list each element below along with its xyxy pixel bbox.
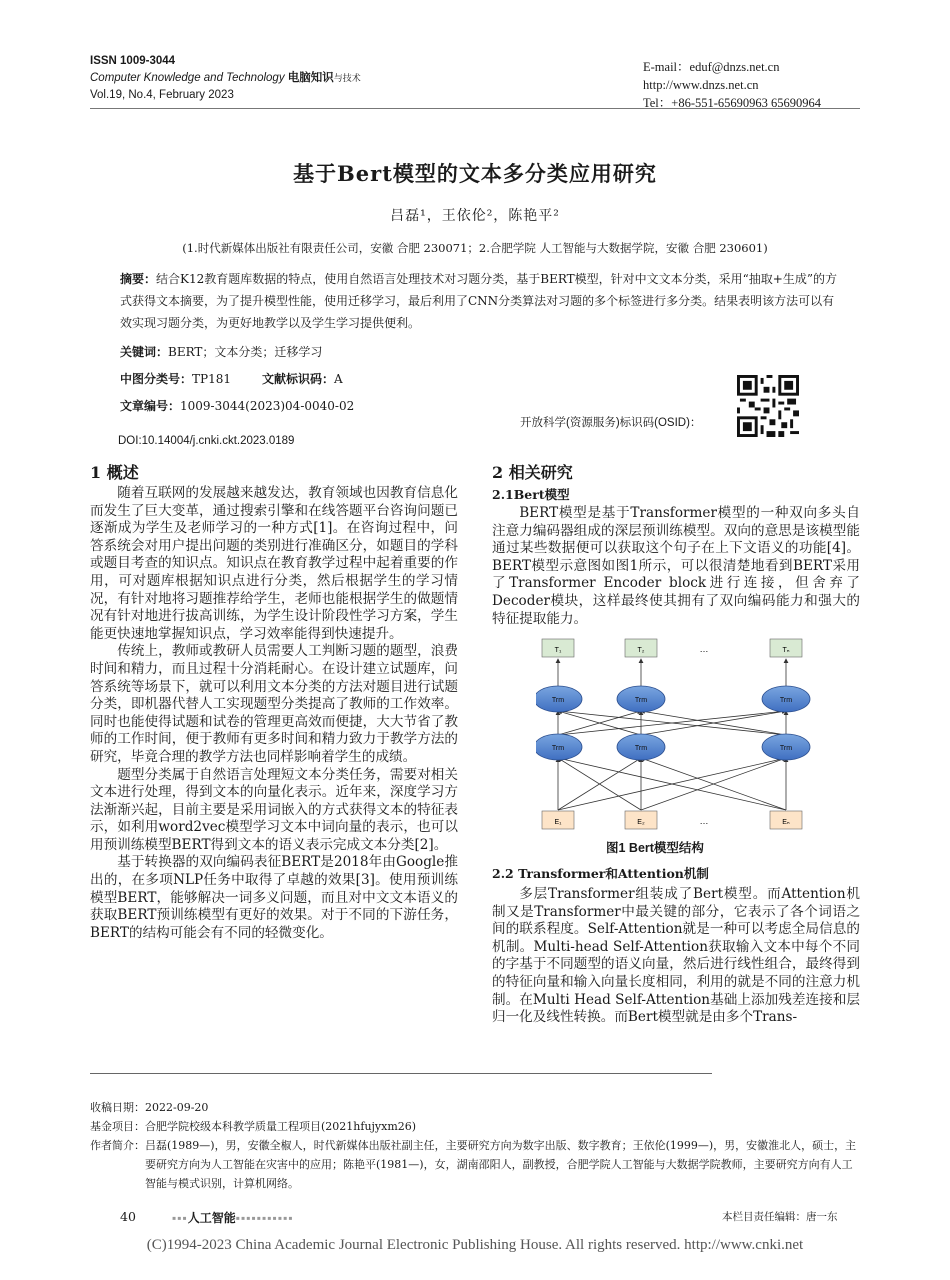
paragraph: 随着互联网的发展越来越发达，教育领域也因教育信息化而发生了巨大变革，通过搜索引擎和在线答题平台咨询问题已逐渐成为学生及老师学习的一种方式[1]。在咨询过程中，问答系统会对用户提出问题的类别进行准确区分，如题目的学科或题目考查的知识点。知识点在教育教学过程中起着重要的作用，可对题库根据知识点进行分类，然后根据学生的学习情况，有针对地将习题推荐给学生，老师也能根据学生的做题情况有针对地进行拔高训练，为学生设计阶段性学习方案，学生能更快速地掌握知识点，学习效率能得到快速提升。	[90, 485, 458, 642]
classification-number: 中图分类号：TP181	[120, 372, 231, 386]
column-editor: 本栏目责任编辑：唐一东	[722, 1211, 838, 1223]
section-2-heading: 2 相关研究	[492, 463, 573, 482]
telephone: Tel：+86-551-65690963 65690964	[643, 96, 822, 110]
ellipsis: …	[699, 816, 709, 826]
volume-info: Vol.19, No.4, February 2023	[90, 89, 234, 101]
input-token: E₂	[637, 819, 645, 826]
trm-node: Trm	[779, 697, 793, 704]
paragraph: 传统上，教师或教研人员需要人工判断习题的题型，浪费时间和精力，而且过程十分消耗耐心。在设计建立试题库，问答系统等场景下，就可以利用文本分类的方法对题目进行试题分类，即机器代替人工实现题型分类提高了教师的工作效率。同时也能使得试题和试卷的管理更高效而便捷，大大节省了教师的工作时间，便于教师有更多时间和精力致力于教学方法的研究，毕竟合理的教学方法也同样影响着学生的成绩。	[90, 643, 458, 765]
abstract-text: 结合K12教育题库数据的特点，使用自然语言处理技术对习题分类，基于BERT模型，针对中文文本分类，采用“抽取+生成”的方式获得文本摘要，为了提升模型性能，使用迁移学习，最后利用了CNN分类算法对习题的多个标签进行多分类。结果表明该方法可以有效实现习题分类，为更好地教学以及学生学习提供便利。	[120, 272, 837, 330]
qr-code-icon[interactable]	[737, 375, 799, 437]
trm-node: Trm	[551, 745, 565, 752]
section-1-heading: 1 概述	[90, 463, 139, 482]
column-name: ▪▪▪人工智能▪▪▪▪▪▪▪▪▪▪▪	[172, 1211, 294, 1225]
journal-name: Computer Knowledge and Technology 电脑知识与技术	[90, 72, 361, 84]
article-number: 文章编号：1009-3044(2023)04-0040-02	[120, 399, 355, 413]
affiliation: (1.时代新媒体出版社有限责任公司，安徽 合肥 230071；2.合肥学院 人工智能与大数据学院，安徽 合肥 230601)	[182, 241, 768, 255]
website: http://www.dnzs.net.cn	[643, 78, 759, 92]
section-1-body	[90, 485, 458, 942]
output-token-row	[542, 639, 802, 657]
trm-node: Trm	[779, 745, 793, 752]
paragraph: 多层Transformer组装成了Bert模型。而Attention机制又是Transformer中最关键的部分，它表示了各个词语之间的联系程度。Self-Attention就是一种可以考虑全局信息的机制。Multi-head Self-Attention获取输入文本中每个不同的字基于不同题型的语义向量，然后进行线性组合，最终得到的特征向量和输入向量长度相同，利用的就是不同的注意力机制。在Multi Head Self-Attention基础上添加残差连接和层归一化及线性转换。而Bert模型就是由多个Trans-	[492, 886, 860, 1026]
authors: 吕磊¹，王依伦²，陈艳平²	[390, 208, 560, 224]
trm-node: Trm	[634, 745, 648, 752]
figure-caption: 图1 Bert模型结构	[606, 841, 704, 855]
output-token: T₁	[554, 647, 562, 654]
journal-contact	[643, 58, 821, 112]
footnotes	[90, 1098, 860, 1193]
paragraph: 题型分类属于自然语言处理短文本分类任务，需要对相关文本进行处理，得到文本的向量化表示。近年来，深度学习方法渐渐兴起，目前主要是采用词嵌入的方式获得文本的特征表示，如利用word2vec模型学习文本中词向量的表示，也可以用预训练模型BERT得到文本的语义表示完成文本分类[2]。	[90, 766, 458, 853]
footnote-rule	[90, 1073, 712, 1074]
paragraph: 基于转换器的双向编码表征BERT是2018年由Google推出的，在多项NLP任务中取得了卓越的效果[3]。使用预训练模型BERT，能够解决一词多义问题，而且对中文文本语义的获取BERT预训练模型有更好的效果。对于不同的下游任务，BERT的结构可能会有不同的轻微变化。	[90, 854, 458, 941]
abstract	[120, 268, 840, 334]
fund-info: 基金项目：合肥学院校级本科教学质量工程项目(2021hfujyxm26)	[90, 1120, 417, 1133]
subsection-2-2-heading: 2.2 Transformer和Attention机制	[492, 866, 709, 881]
input-token: E₁	[554, 819, 562, 826]
subsection-2-2-body	[492, 886, 860, 1027]
journal-header	[90, 53, 361, 104]
output-token: T₂	[637, 647, 645, 654]
subsection-2-1-body	[492, 505, 860, 628]
paragraph: BERT模型是基于Transformer模型的一种双向多头自注意力编码器组成的深层预训练模型。双向的意思是该模型能通过某些数据便可以获取这个句子在上下文语义的功能[4]。BERT模型示意图如图1所示，可以很清楚地看到BERT采用了Transformer Encoder block进行连接，但舍弃了Decoder模块，这样最终使其拥有了双向编码能力和强大的特征提取能力。	[492, 505, 860, 627]
copyright-notice: (C)1994-2023 China Academic Journal Electronic Publishing House. All rights reserved. http://www.cnki.net	[146, 1237, 804, 1253]
paper-title: 基于Bert模型的文本多分类应用研究	[293, 161, 657, 186]
input-token: Eₙ	[782, 819, 790, 826]
ellipsis: …	[699, 644, 709, 654]
abstract-label: 摘要：	[120, 272, 157, 286]
author-bio: 作者简介： 吕磊(1989—)，男，安徽全椒人，时代新媒体出版社副主任，主要研究方向为数字出版、数字教育；王依伦(1999—)，男，安徽淮北人，硕士，主要研究方向为人工智能在灾害中的应用；陈艳平(1981—)，女，湖南邵阳人，副教授，合肥学院人工智能与大数据学院教师，主要研究方向有人工智能与模式识别，计算机网络。	[90, 1139, 857, 1190]
trm-node: Trm	[634, 697, 648, 704]
doi: DOI:10.14004/j.cnki.ckt.2023.0189	[118, 435, 295, 447]
header-rule	[90, 108, 860, 109]
issn: ISSN 1009-3044	[90, 55, 176, 67]
subsection-2-1-heading: 2.1Bert模型	[492, 487, 570, 502]
received-date: 收稿日期：2022-09-20	[90, 1101, 209, 1114]
bert-architecture-figure	[536, 633, 826, 833]
document-code: 文献标识码：A	[262, 372, 343, 386]
keywords: 关键词：BERT；文本分类；迁移学习	[120, 345, 323, 359]
email: E-mail：eduf@dnzs.net.cn	[643, 60, 780, 74]
page-number: 40	[120, 1209, 136, 1224]
trm-node: Trm	[551, 697, 565, 704]
output-token: Tₙ	[782, 647, 790, 654]
input-token-row	[542, 811, 802, 829]
osid-label: 开放科学(资源服务)标识码(OSID)：	[520, 417, 702, 429]
